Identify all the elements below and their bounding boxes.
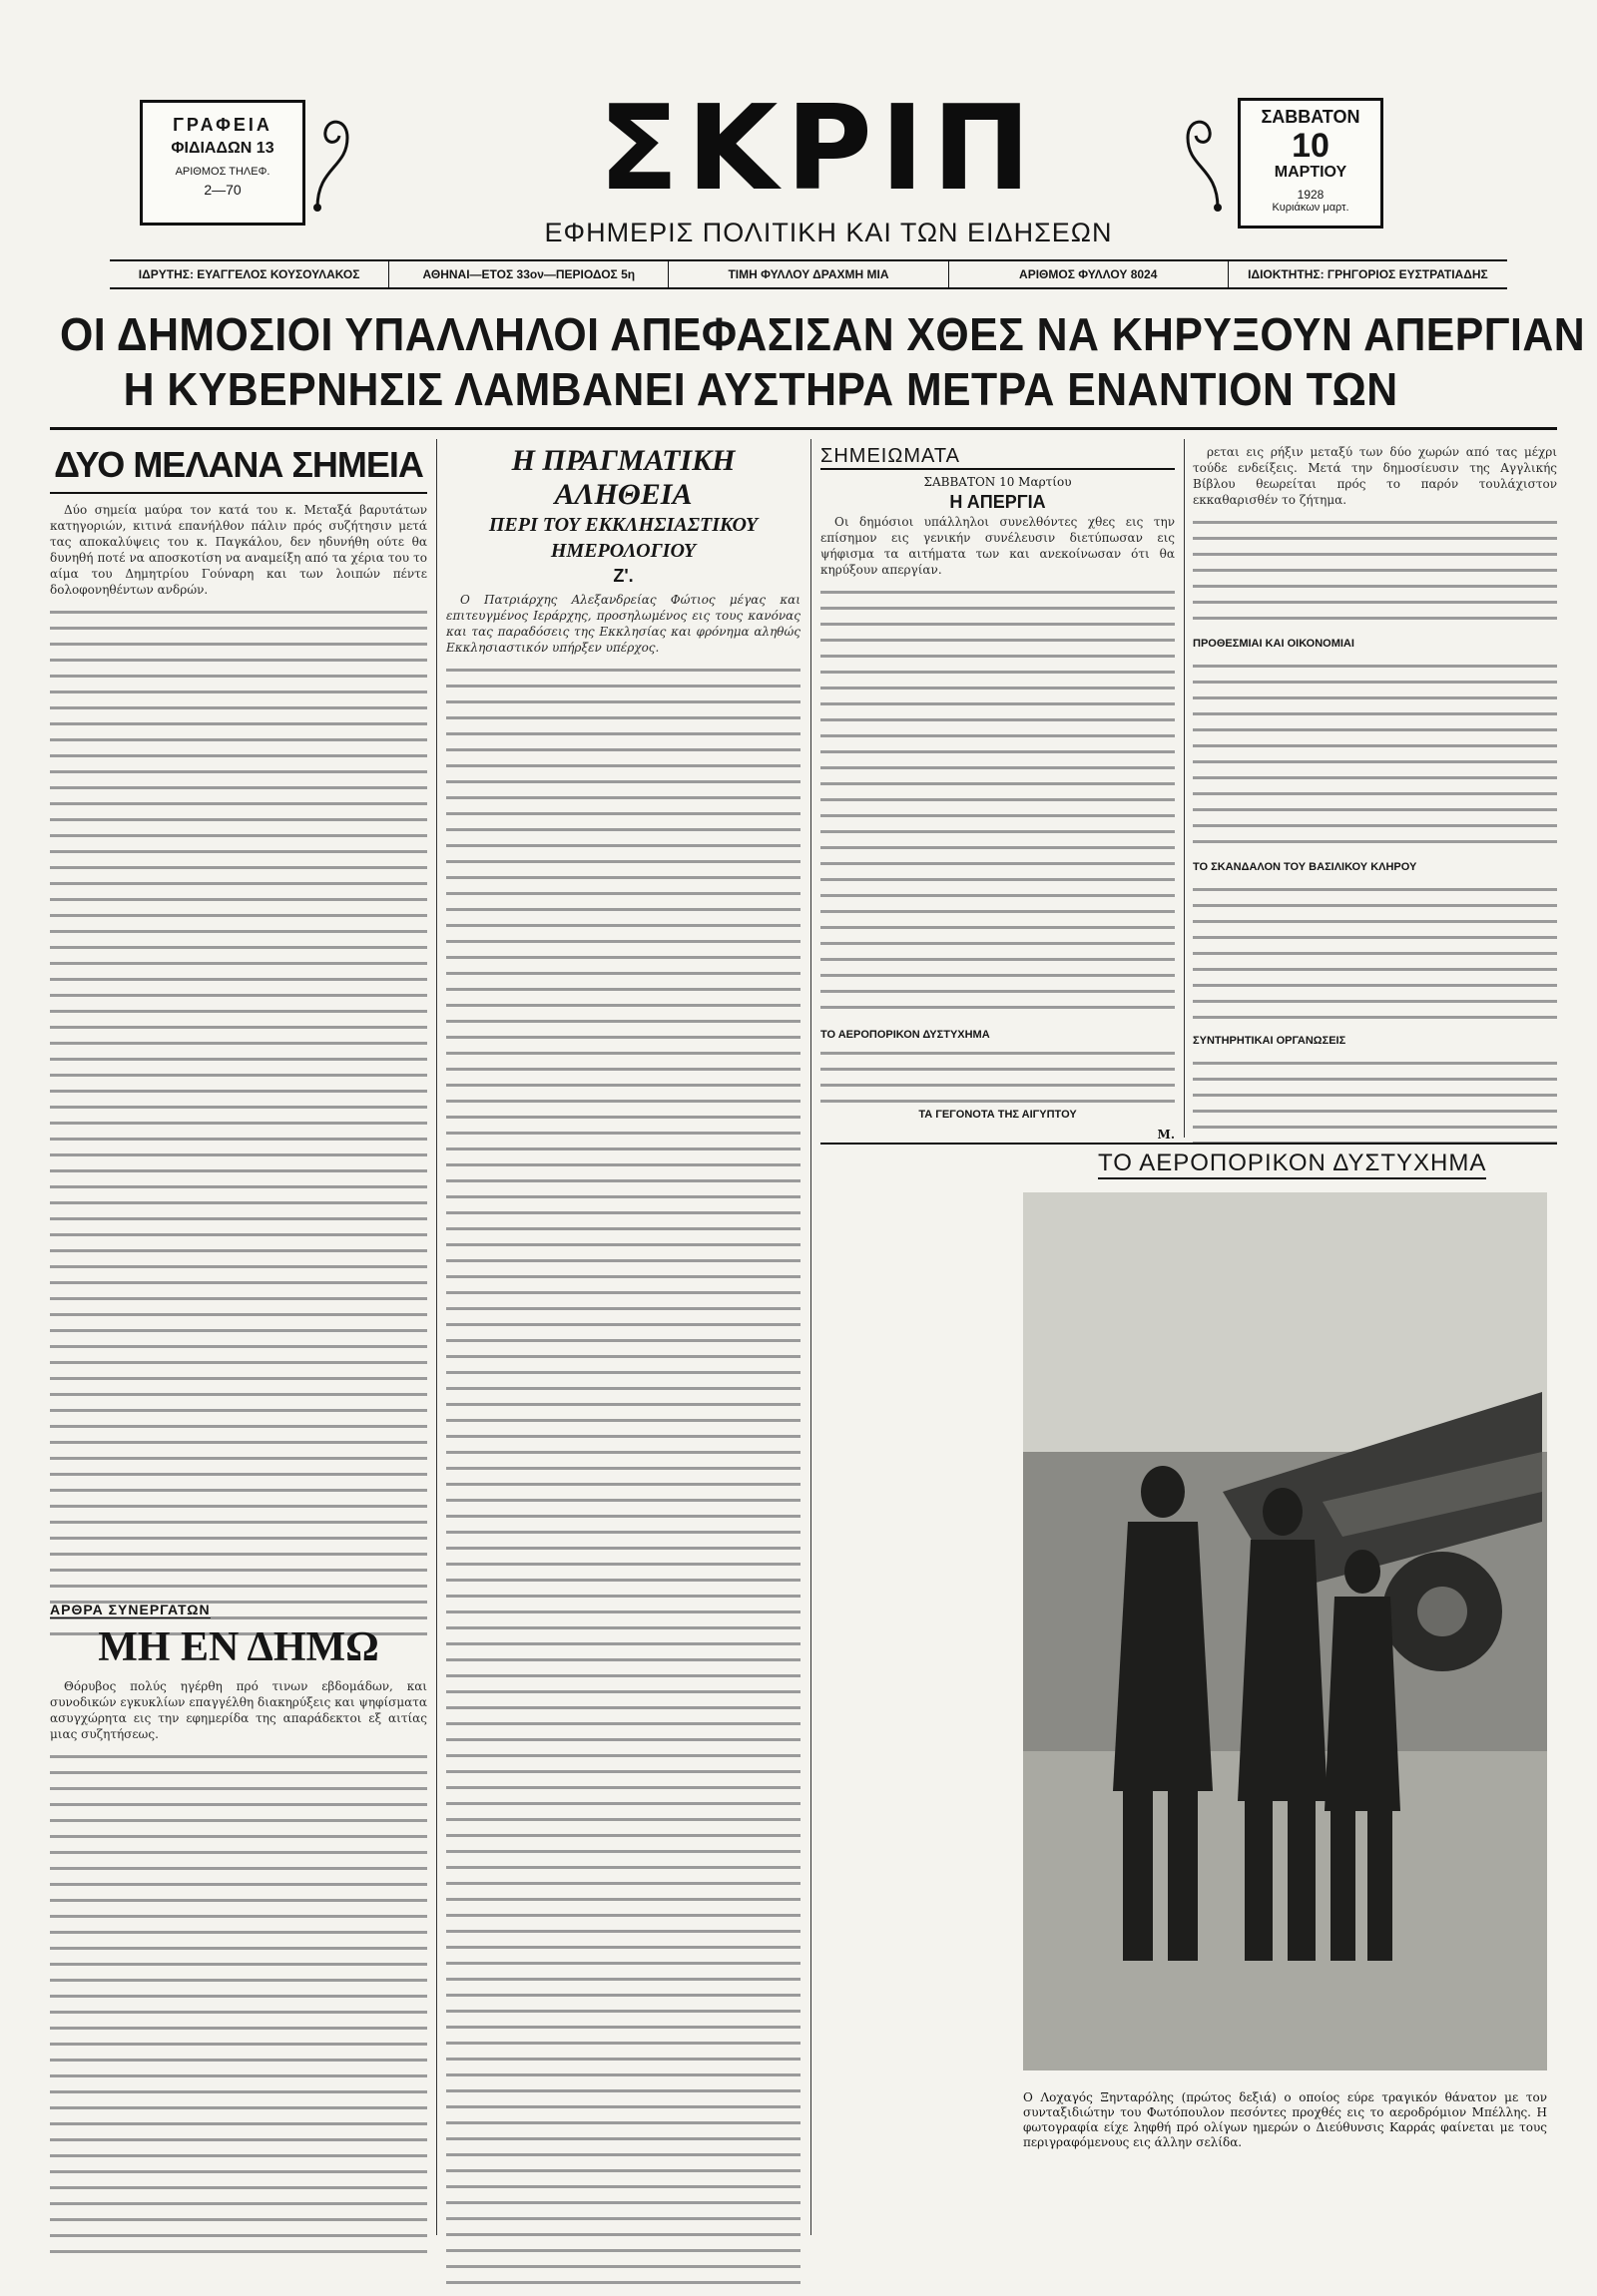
column-date: ΣΑΒΒΑΤΟΝ 10 Μαρτίου (923, 475, 1072, 489)
column-body: Οι δημόσιοι υπάλληλοι συνελθόντες χθες εις την επίσημον εις γενικήν συνέλευσιν διετύπωσαν εις ψήφισμα τα αιτήματα των και ανεκοίνωσαν ότι θα κηρύξουν απεργίαν. (820, 514, 1175, 1021)
issue-number-info: ΑΡΙΘΜΟΣ ΦΥΛΛΟΥ 8024 (949, 261, 1229, 287)
col4-text-lines-3 (1193, 879, 1557, 1029)
col4-text-lines-2 (1193, 656, 1557, 855)
date-day: ΣΑΒΒΑΤΟΝ (1261, 107, 1360, 127)
article-col4 (1193, 444, 1557, 1133)
right-ornament-icon (1178, 108, 1228, 218)
article-text-lines (50, 1746, 427, 2265)
date-number: 10 (1292, 127, 1330, 165)
article-body: Ο Πατριάρχης Αλεξανδρείας Φώτιος μέγας και επιτευγμένος Ιεράρχης, προσηλωμένος εις τους κανόνας και τας παραδόσεις της Εκκλησίας και φρόνημα αληθώς Εκκλησιαστικόν υπήρξεν υπέρχος. (446, 592, 800, 2296)
column-title: ΣΗΜΕΙΩΜΑΤΑ (820, 444, 1175, 470)
date-year: 1928 (1297, 188, 1325, 202)
column-signature: Μ. (1157, 1128, 1175, 1142)
photo-airmen-icon (1023, 1192, 1547, 2070)
article-title: ΜΗ ΕΝ ΔΗΜΩ (98, 1624, 379, 1670)
note-aeroporiko: ΤΟ ΑΕΡΟΠΟΡΙΚΟΝ ΔΥΣΤΥΧΗΜΑ (820, 1029, 990, 1041)
article-text-lines (446, 660, 800, 2296)
article-part: Ζ'. (613, 566, 634, 586)
col4-heading2: ΤΟ ΣΚΑΝΔΑΛΟΝ ΤΟΥ ΒΑΣΙΛΙΚΟΥ ΚΛΗΡΟΥ (1193, 861, 1417, 873)
article-dyo-melana-simeia (50, 444, 427, 1592)
newspaper-subtitle: ΕΦΗΜΕΡΙΣ ΠΟΛΙΤΙΚΗ ΚΑΙ ΤΩΝ ΕΙΔΗΣΕΩΝ (544, 218, 1113, 247)
note-text-lines (820, 1043, 1175, 1103)
date-note: Κυριάκων μαρτ. (1272, 202, 1349, 214)
photo-caption: Ο Λοχαγός Ξηνταρόλης (πρώτος δεξιά) ο οποίος εύρε τραγικόν θάνατον με τον συνταξιδιώτην του Φωτόπουλον πεσόντες προχθές εις το αεροδρόμιον Μπέλλης. Η φωτογραφία είχε ληφθή πρό ολίγων ημερών ο Διεύθυνσις Καρράς φαίνεται με τους περιγραφόμενους εις άλλην σελίδα. (1023, 2090, 1547, 2149)
article-title: ΔΥΟ ΜΕΛΑΝΑ ΣΗΜΕΙΑ (50, 444, 427, 494)
column-rule-2 (810, 439, 811, 2235)
photo-title: ΤΟ ΑΕΡΟΠΟΡΙΚΟΝ ΔΥΣΤΥΧΗΜΑ (1098, 1149, 1486, 1179)
note-aigyptos: ΤΑ ΓΕΓΟΝΟΤΑ ΤΗΣ ΑΙΓΥΠΤΟΥ (918, 1109, 1077, 1121)
second-headline: Η ΚΥΒΕΡΝΗΣΙΣ ΛΑΜΒΑΝΕΙ ΑΥΣΤΗΡΑ ΜΕΤΡΑ ΕΝΑΝΤΙΟΝ ΤΩΝ (123, 363, 1398, 415)
section-label: ΑΡΘΡΑ ΣΥΝΕΡΓΑΤΩΝ (50, 1602, 211, 1617)
article-body: Θόρυβος πολύς ηγέρθη πρό τινων εβδομάδων, και συνοδικών εγκυκλίων επαγγέλθη διακηρύξεις και ψηφίσματα ασυγχώρητα εις την εφημερίδα της απαράδεκτοι εξ αιτίας μιας συζητήσεως. (50, 1678, 427, 2265)
column-rule-1 (436, 439, 437, 2235)
article-text-lines (50, 602, 427, 1639)
column-rule-3 (1184, 439, 1185, 1138)
newspaper-logo: ΣΚΡΙΠ (598, 79, 1039, 217)
article-body: Δύο σημεία μαύρα τον κατά του κ. Μεταξά βαρυτάτων κατηγοριών, κιτινά επανήλθον πάλιν πρός συζήτησιν μετά τας αποκαλύψεις του κ. Παγκάλου, δεν ηδυνήθη ούτε θα δυνηθή ποτέ να αποσκοτίση να αναμείξη από τα χέρια του το αίμα του Δημητρίου Γούναρη και των λοιπών πέντε δολοφονηθέντων ανδρών. (50, 502, 427, 1639)
col4-text-lines (1193, 512, 1557, 632)
year-info: ΑΘΗΝΑΙ—ΕΤΟΣ 33ον—ΠΕΡΙΟΔΟΣ 5η (389, 261, 669, 287)
left-ornament-icon (307, 108, 357, 218)
article-title-line2: ΠΕΡΙ ΤΟΥ ΕΚΚΛΗΣΙΑΣΤΙΚΟΥ ΗΜΕΡΟΛΟΓΙΟΥ (488, 514, 759, 562)
headline-rule (50, 427, 1557, 430)
newspaper-page (40, 60, 1586, 2245)
price-info: ΤΙΜΗ ΦΥΛΛΟΥ ΔΡΑΧΜΗ ΜΙΑ (669, 261, 948, 287)
col4-heading1: ΠΡΟΘΕΣΜΙΑΙ ΚΑΙ ΟΙΚΟΝΟΜΙΑΙ (1193, 638, 1354, 650)
owner-info: ΙΔΙΟΚΤΗΤΗΣ: ΓΡΗΓΟΡΙΟΣ ΕΥΣΤΡΑΤΙΑΔΗΣ (1248, 267, 1488, 281)
date-month: ΜΑΡΤΙΟΥ (1274, 164, 1347, 181)
article-mi-en-dimo (50, 1602, 427, 2240)
founder-info: ΙΔΡΥΤΗΣ: ΕΥΑΓΓΕΛΟΣ ΚΟΥΣΟΥΛΑΚΟΣ (110, 261, 389, 287)
main-headline: ΟΙ ΔΗΜΟΣΙΟΙ ΥΠΑΛΛΗΛΟΙ ΑΠΕΦΑΣΙΣΑΝ ΧΘΕΣ ΝΑ ΚΗΡΥΞΟΥΝ ΑΠΕΡΓΙΑΝ (60, 308, 1586, 360)
column-text-lines (820, 582, 1175, 1021)
offices-box (140, 100, 305, 226)
info-bar (110, 259, 1507, 289)
offices-label: ΓΡΑΦΕΙΑ (173, 115, 272, 135)
date-box (1238, 98, 1383, 229)
col4-text-lines-4 (1193, 1053, 1557, 1152)
article-title-line1: Η ΠΡΑΓΜΑΤΙΚΗ ΑΛΗΘΕΙΑ (511, 444, 736, 511)
col4-heading3: ΣΥΝΤΗΡΗΤΙΚΑΙ ΟΡΓΑΝΩΣΕΙΣ (1193, 1035, 1346, 1047)
offices-address: ΦΙΔΙΑΔΩΝ 13 (171, 140, 274, 157)
phone-number: 2—70 (204, 182, 242, 198)
column-subtitle: Η ΑΠΕΡΓΙΑ (949, 492, 1046, 512)
photo-rule (820, 1143, 1557, 1145)
phone-label: ΑΡΙΘΜΟΣ ΤΗΛΕΦ. (175, 166, 270, 178)
article-simeiomata (820, 444, 1175, 1142)
col4-body: ρεται εις ρήξιν μεταξύ των δύο χωρών από τας μέχρι τούδε ενδείξεις. Μετά την δημοσίευσιν της Αγγλικής Βίβλου θεωρείται πρός το παρόν τουλάχιστον εκκαθαρισθέν το ζήτημα. (1193, 444, 1557, 632)
article-pragmatiki-alitheia (446, 444, 800, 2240)
